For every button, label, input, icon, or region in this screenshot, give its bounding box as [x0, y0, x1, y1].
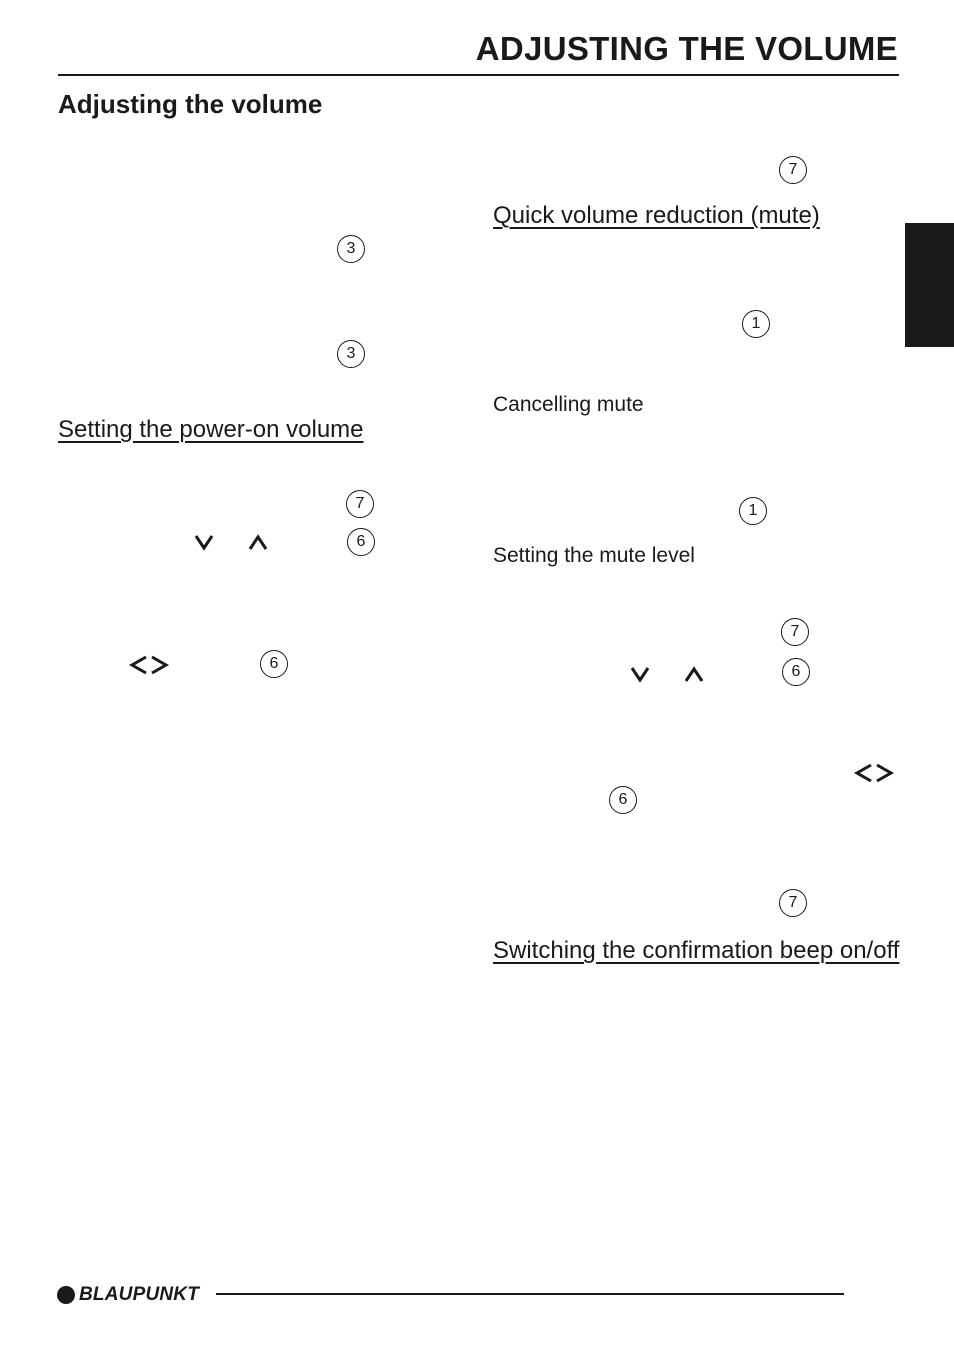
left-right-arrows-icon — [128, 653, 170, 677]
callout-1: 1 — [742, 310, 770, 338]
callout-7: 7 — [779, 889, 807, 917]
callout-1: 1 — [739, 497, 767, 525]
section-heading-confirmation-beep: Switching the confirmation beep on/off — [493, 937, 900, 964]
chevron-down-icon — [193, 532, 215, 552]
callout-3: 3 — [337, 235, 365, 263]
callout-7: 7 — [346, 490, 374, 518]
chevron-down-icon — [629, 664, 651, 684]
brand-logo — [57, 1284, 199, 1306]
title-rule — [58, 74, 899, 76]
section-heading-adjusting-volume: Adjusting the volume — [58, 89, 323, 119]
chevron-up-icon — [247, 532, 269, 552]
callout-6: 6 — [260, 650, 288, 678]
callout-6: 6 — [782, 658, 810, 686]
chevron-up-icon — [683, 664, 705, 684]
section-tab-marker — [905, 223, 954, 347]
logo-dot-icon — [57, 1286, 75, 1304]
left-right-arrows-icon — [853, 761, 895, 785]
subheading-cancelling-mute: Cancelling mute — [493, 393, 644, 416]
section-heading-mute: Quick volume reduction (mute) — [493, 202, 820, 229]
brand-name: BLAUPUNKT — [79, 1284, 200, 1305]
footer-rule — [216, 1293, 844, 1295]
section-heading-power-on-volume: Setting the power-on volume — [58, 416, 364, 443]
callout-7: 7 — [779, 156, 807, 184]
callout-6: 6 — [609, 786, 637, 814]
subheading-mute-level: Setting the mute level — [493, 544, 695, 567]
callout-6: 6 — [347, 528, 375, 556]
page-title: ADJUSTING THE VOLUME — [475, 30, 898, 67]
callout-3: 3 — [337, 340, 365, 368]
callout-7: 7 — [781, 618, 809, 646]
